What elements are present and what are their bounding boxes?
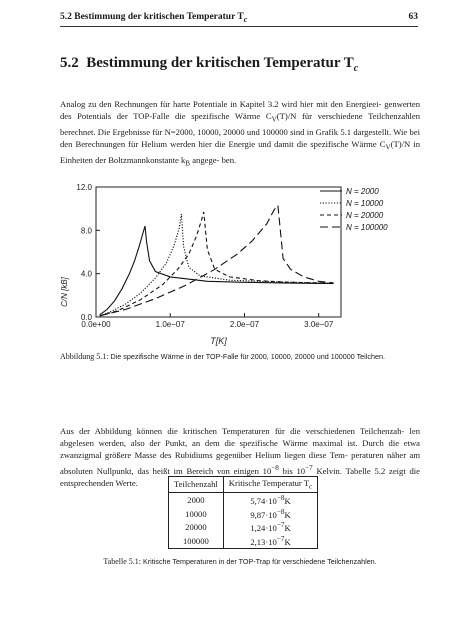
table-header-particles: Teilchenzahl: [169, 477, 224, 493]
table-caption-text: Kritische Temperaturen in der TOP-Trap für verschiedene Teilchenzahlen.: [142, 557, 377, 566]
running-header: [60, 12, 418, 24]
y-tick-label: 8.0: [80, 226, 92, 236]
legend-label-0: N = 2000: [346, 187, 379, 196]
figure-caption-text: Die spezifische Wärme in der TOP-Falle für 2000, 10000, 20000 und 100000 Teilchen.: [110, 352, 385, 361]
table-row: 2000 $5,74\cdot 10^{-8}K$: [169, 492, 318, 506]
x-tick-label: 0.0e+00: [81, 320, 111, 329]
table-caption-label: Tabelle 5.1:: [103, 557, 141, 566]
table-caption: [90, 557, 390, 566]
plot-frame: [96, 187, 341, 317]
specific-heat-chart: [58, 175, 408, 350]
section-title: 5.2 Bestimmung der kritischen Temperatur $T_c$: [60, 55, 359, 74]
y-axis-label: C/N [kB]: [60, 277, 69, 307]
running-title: 5.2 Bestimmung der kritischen Temperatur $T_c$: [60, 12, 248, 24]
table-row: 20000 $1,24\cdot 10^{-7}K$: [169, 520, 318, 534]
series-line-2: [100, 212, 334, 316]
figure-caption: [60, 352, 420, 363]
chart-axes: [60, 183, 341, 346]
x-tick-label: 1.0e−07: [155, 320, 185, 329]
table-row: 100000 $2,13\cdot 10^{-7}K$: [169, 534, 318, 548]
table-header-critical-temperature: Kritische Temperatur $T_c$: [223, 477, 317, 493]
critical-temperature-table: [168, 476, 318, 549]
y-tick-label: 4.0: [80, 269, 92, 279]
page-number: 63: [408, 12, 418, 22]
legend-label-1: N = 10000: [346, 199, 384, 208]
x-axis-label: T[K]: [210, 336, 227, 346]
y-tick-label: 0.0: [80, 313, 92, 322]
x-tick-label: 2.0e−07: [229, 320, 260, 329]
paragraph-intro: Analog zu den Rechnungen für harte Potentiale in Kapitel 3.2 wird hier mit den Energieei- genwerten des Potentials der TOP-Falle die spezifische Wärme $C_V(T)/N$ für verschiedene Teilchenzahlen berechnet. Die Ergebnisse für N=2000, 10000, 20000 und 100000 sind in Grafik 5.1 dargestellt. Wie bei den Berechnungen für Helium werden hier die Energie und damit die spezifische Wärme $C_V(T)/N$ in Einheiten der Boltzmannkonstante $k_B$ angege- ben.: [60, 99, 420, 168]
chart-legend: [320, 187, 388, 232]
legend-label-3: N = 100000: [346, 223, 388, 232]
x-tick-label: 3.0e−07: [304, 320, 334, 329]
figure-caption-label: Abbildung 5.1:: [60, 352, 109, 361]
table-row: 10000 $9,87\cdot 10^{-8}K$: [169, 507, 318, 521]
chart-series: [100, 205, 334, 316]
legend-label-2: N = 20000: [346, 211, 384, 220]
header-rule: [60, 26, 418, 27]
series-line-1: [100, 214, 334, 316]
paragraph-critical-temperatures: Aus der Abbildung können die kritischen Temperaturen für die verschiedenen Teilchenzah- len abgelesen werden, also der Punkt, an dem die spezifische Wärme maximal ist. Durch die etwa zwanzigmal größere Masse des Rubidiums gegenüber Helium liegen diese Tem- peraturen näher am absoluten Nullpunkt, das heißt im Bereich von einigen $10^{-8}$ bis $10^{-7}$ Kelvin. Tabelle 5.2 zeigt die entsprechenden Werte.: [60, 426, 420, 488]
y-tick-label: 12.0: [76, 183, 92, 192]
